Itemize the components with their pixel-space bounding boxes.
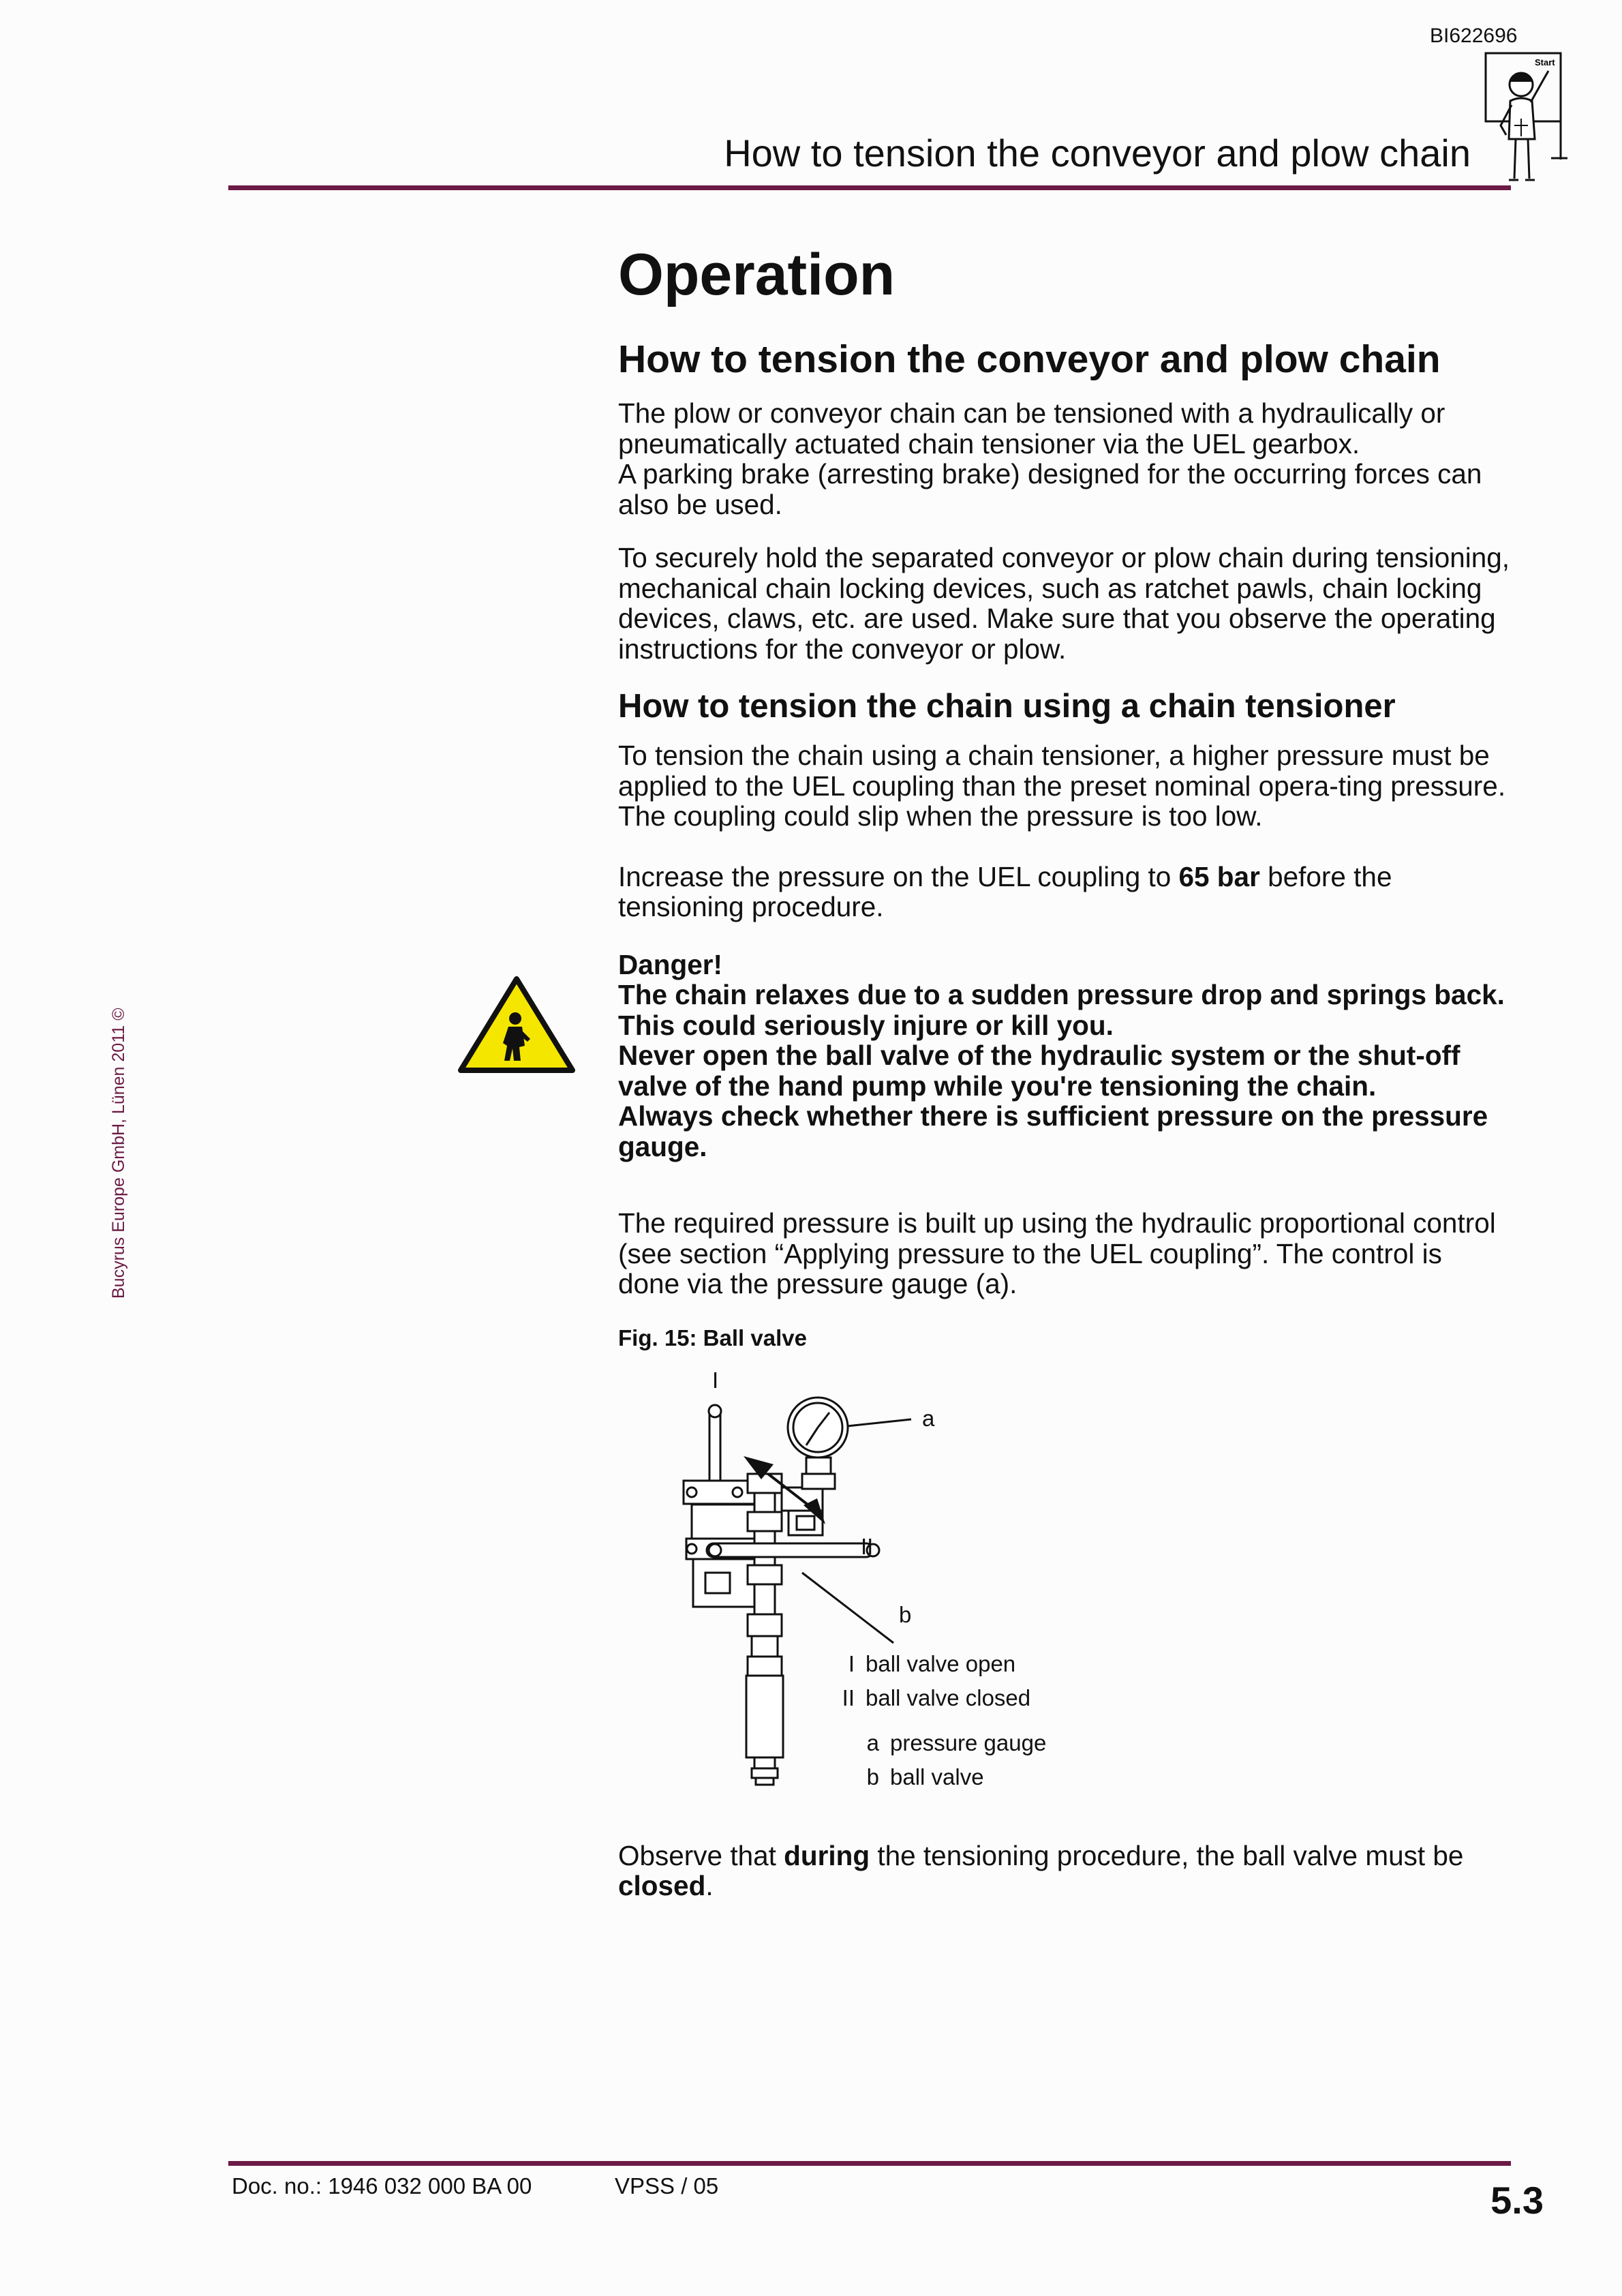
warning-triangle-icon bbox=[457, 975, 577, 1074]
page-heading: Operation bbox=[618, 242, 896, 307]
ball-valve-figure bbox=[618, 1365, 1300, 1801]
pressure-value: 65 bar bbox=[1178, 860, 1260, 892]
figure-caption: Fig. 15: Ball valve bbox=[618, 1325, 807, 1350]
danger-notice bbox=[618, 950, 1511, 1162]
sub-paragraph-1: To tension the chain using a chain tensioner, a higher pressure must be applied to the UEL coupling than the preset nominal opera-ting pressure. The coupling could slip when the pressure is too low. bbox=[618, 740, 1506, 832]
danger-title: Danger! bbox=[618, 948, 723, 980]
footer-rule bbox=[228, 2161, 1511, 2166]
footer-reference: VPSS / 05 bbox=[615, 2173, 719, 2199]
subsection-title: How to tension the chain using a chain tensioner bbox=[618, 688, 1396, 725]
legend-item: II ball valve closed bbox=[842, 1685, 1031, 1710]
figure-label: b bbox=[899, 1601, 912, 1627]
header-title: How to tension the conveyor and plow chain bbox=[724, 132, 1471, 175]
intro-paragraph-2: To securely hold the separated conveyor or plow chain during tensioning, mechanical chain locking devices, such as ratchet pawls, chain locking devices, claws, etc. are used. Make sure that you observe the operating instructions for the conveyor or plow. bbox=[618, 542, 1510, 665]
page-number: 5.3 bbox=[1490, 2179, 1544, 2222]
worker-start-icon bbox=[1483, 50, 1567, 187]
legend-item: a pressure gauge bbox=[866, 1729, 1047, 1755]
intro-paragraph: The plow or conveyor chain can be tensioned with a hydraulically or pneumatically actuated chain tensioner via the UEL gearbox. A parking brake (arresting brake) designed for the occurring forces can also be used. bbox=[618, 397, 1482, 520]
legend-item: I ball valve open bbox=[848, 1650, 1016, 1676]
start-label: Start bbox=[1535, 57, 1555, 67]
figure-label: I bbox=[712, 1367, 719, 1393]
danger-line: The chain relaxes due to a sudden pressure drop and springs back. bbox=[618, 979, 1505, 1011]
danger-line: This could seriously injure or kill you. bbox=[618, 1009, 1114, 1041]
closing-paragraph: Observe that during the tensioning procedure, the ball valve must be closed. bbox=[618, 1839, 1464, 1902]
pressure-paragraph: The required pressure is built up using the hydraulic proportional control (see section “Applying pressure to the UEL coupling”. The control is done via the pressure gauge (a). bbox=[618, 1207, 1496, 1300]
figure-label: II bbox=[861, 1533, 874, 1559]
legend-item: b ball valve bbox=[866, 1764, 984, 1789]
footer-doc-number: Doc. no.: 1946 032 000 BA 00 bbox=[232, 2173, 532, 2199]
danger-line: Always check whether there is sufficient pressure on the pressure gauge. bbox=[618, 1100, 1488, 1162]
main-content bbox=[618, 243, 1511, 1924]
figure-label: a bbox=[922, 1405, 935, 1431]
section-title: How to tension the conveyor and plow chain bbox=[618, 337, 1441, 381]
doc-id: BI622696 bbox=[1430, 25, 1518, 47]
side-copyright: Bucyrus Europe GmbH, Lünen 2011 © bbox=[109, 1008, 128, 1299]
sub-paragraph-2: Increase the pressure on the UEL coupling to 65 bar before the tensioning procedure. bbox=[618, 860, 1392, 923]
danger-line: Never open the ball valve of the hydraulic system or the shut-off valve of the hand pump while you're tensioning the chain. bbox=[618, 1040, 1460, 1102]
header-rule bbox=[228, 185, 1511, 190]
